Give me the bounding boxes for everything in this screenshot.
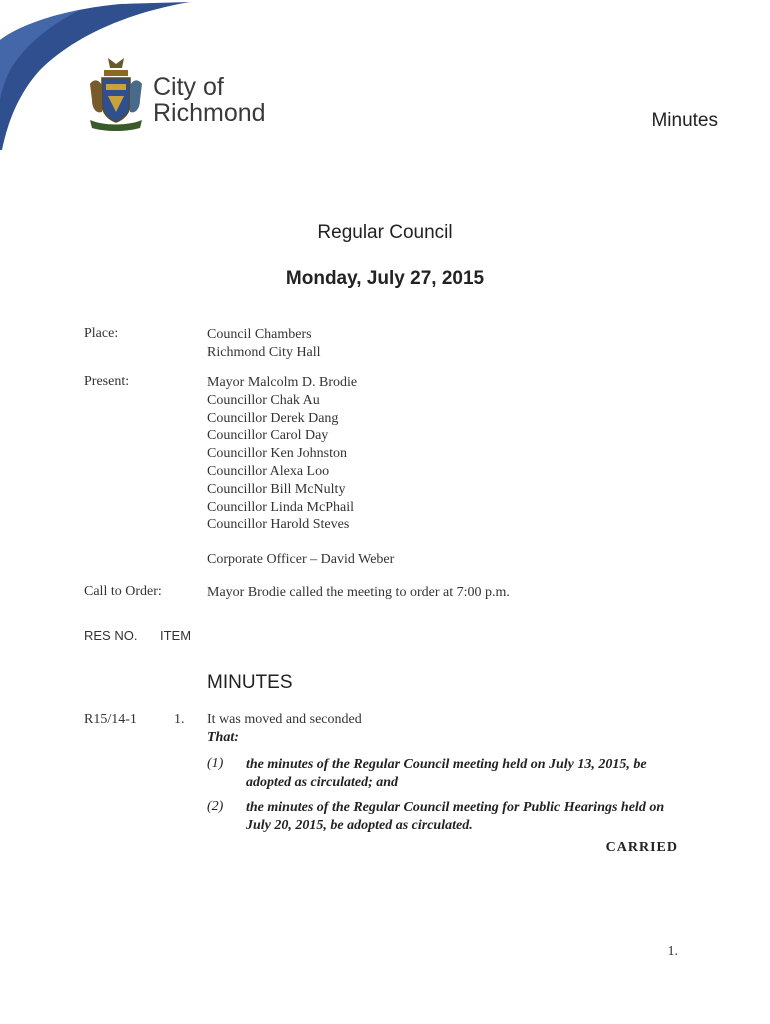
- res-no-header: RES NO.: [84, 628, 138, 643]
- present-list: [207, 374, 357, 534]
- item-header: ITEM: [160, 628, 192, 643]
- resolution-number: R15/14-1: [84, 712, 137, 727]
- city-logo-text: [153, 74, 266, 126]
- present-member: Councillor Harold Steves: [207, 517, 350, 533]
- present-member: Councillor Alexa Loo: [207, 463, 330, 479]
- corporate-officer: Corporate Officer – David Weber: [207, 552, 395, 567]
- present-label: Present:: [84, 374, 130, 389]
- present-member: Councillor Derek Dang: [207, 410, 339, 426]
- clause-text: the minutes of the Regular Council meeting held on July 13, 2015, be adopted as circulated; and: [246, 757, 647, 790]
- place-label: Place:: [84, 326, 119, 341]
- present-member: Councillor Linda McPhail: [207, 499, 354, 515]
- present-member: Councillor Chak Au: [207, 392, 320, 408]
- motion-that: That:: [207, 730, 239, 745]
- section-title-minutes: MINUTES: [207, 672, 293, 693]
- motion-result: CARRIED: [605, 840, 678, 855]
- call-to-order-label: Call to Order:: [84, 584, 162, 599]
- present-member: Councillor Ken Johnston: [207, 446, 347, 462]
- city-crest-icon: [86, 54, 146, 132]
- clause-number: (2): [207, 799, 224, 814]
- logo-line-1: City of: [153, 73, 224, 101]
- motion-text: It was moved and seconded: [207, 712, 362, 727]
- present-member: Councillor Bill McNulty: [207, 481, 346, 497]
- clause-text: the minutes of the Regular Council meeting for Public Hearings held on July 20, 2015, be adopted as circulated.: [246, 800, 665, 833]
- present-member: Mayor Malcolm D. Brodie: [207, 375, 358, 390]
- call-to-order-text: Mayor Brodie called the meeting to order at 7:00 p.m.: [207, 585, 510, 600]
- present-member: Councillor Carol Day: [207, 428, 329, 444]
- place-line: Council Chambers: [207, 327, 312, 342]
- document-type: Minutes: [651, 110, 718, 131]
- meeting-title: Regular Council: [317, 222, 453, 243]
- item-number: 1.: [174, 712, 185, 727]
- clause-number: (1): [207, 756, 224, 771]
- meeting-date: Monday, July 27, 2015: [285, 268, 485, 289]
- page-number: 1.: [667, 944, 678, 959]
- place-line: Richmond City Hall: [207, 344, 321, 360]
- logo-line-2: Richmond: [153, 99, 266, 127]
- place-value: [207, 326, 321, 362]
